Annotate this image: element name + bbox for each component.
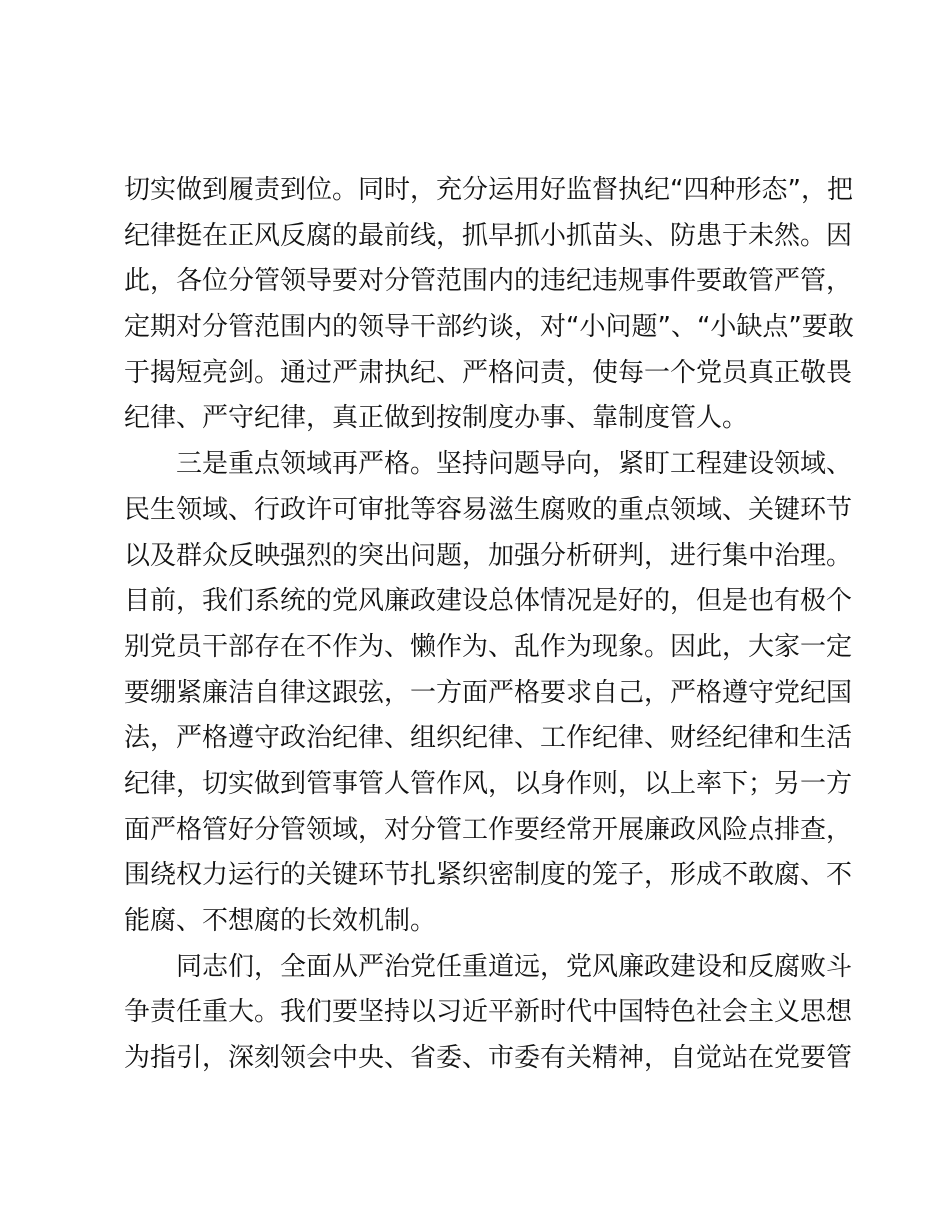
text-line: 目前，我们系统的党风廉政建设总体情况是好的，但是也有极个 xyxy=(124,586,853,617)
document-body xyxy=(124,168,854,1082)
text-line: 此，各位分管领导要对分管范围内的违纪违规事件要敢管严管， xyxy=(124,266,853,297)
text-line: 以及群众反映强烈的突出问题，加强分析研判，进行集中治理。 xyxy=(124,540,853,571)
text-line: 纪律挺在正风反腐的最前线，抓早抓小抓苗头、防患于未然。因 xyxy=(124,220,853,251)
text-line: 纪律、严守纪律，真正做到按制度办事、靠制度管人。 xyxy=(124,403,749,434)
text-line: 同志们，全面从严治党任重道远，党风廉政建设和反腐败斗 xyxy=(176,951,853,982)
text-line: 围绕权力运行的关键环节扎紧织密制度的笼子，形成不敢腐、不 xyxy=(124,860,853,891)
text-line: 争责任重大。我们要坚持以习近平新时代中国特色社会主义思想 xyxy=(124,997,853,1028)
paragraph-2 xyxy=(124,442,853,945)
text-line: 要绷紧廉洁自律这跟弦，一方面严格要求自己，严格遵守党纪国 xyxy=(124,677,853,708)
text-line: 定期对分管范围内的领导干部约谈，对“小问题”、“小缺点”要敢 xyxy=(124,312,854,343)
text-line: 三是重点领域再严格。坚持问题导向，紧盯工程建设领域、 xyxy=(176,449,853,480)
text-line: 切实做到履责到位。同时，充分运用好监督执纪“四种形态”，把 xyxy=(124,175,853,205)
paragraph-3 xyxy=(124,945,853,1082)
text-line: 面严格管好分管领域，对分管工作要经常开展廉政风险点排查， xyxy=(124,814,853,845)
text-line: 纪律，切实做到管事管人管作风，以身作则，以上率下；另一方 xyxy=(124,768,853,799)
text-line: 为指引，深刻领会中央、省委、市委有关精神，自觉站在党要管 xyxy=(124,1043,853,1074)
paragraph-1 xyxy=(124,168,854,442)
text-line: 能腐、不想腐的长效机制。 xyxy=(124,906,437,936)
text-line: 别党员干部存在不作为、懒作为、乱作为现象。因此，大家一定 xyxy=(124,631,853,662)
text-line: 于揭短亮剑。通过严肃执纪、严格问责，使每一个党员真正敬畏 xyxy=(124,357,853,388)
text-line: 民生领域、行政许可审批等容易滋生腐败的重点领域、关键环节 xyxy=(124,494,853,525)
text-line: 法，严格遵守政治纪律、组织纪律、工作纪律、财经纪律和生活 xyxy=(124,723,853,754)
